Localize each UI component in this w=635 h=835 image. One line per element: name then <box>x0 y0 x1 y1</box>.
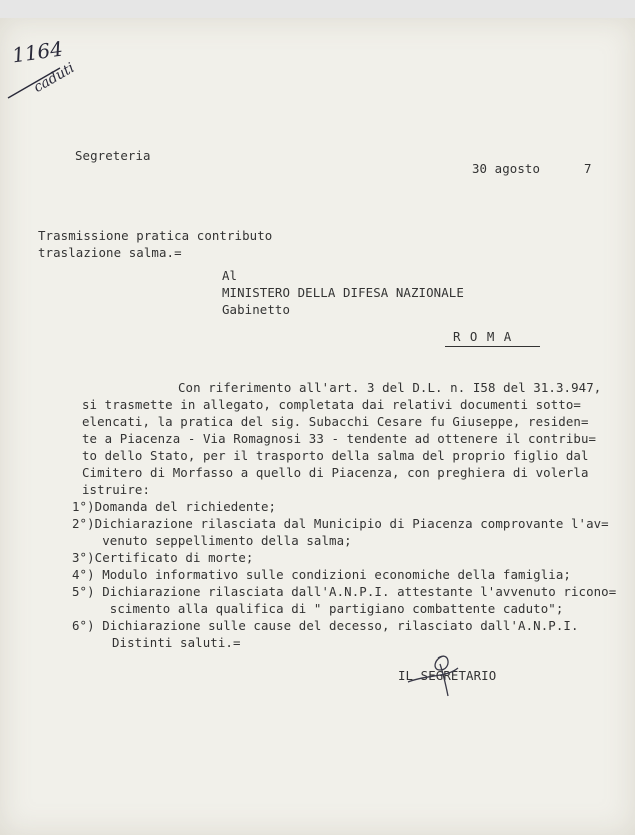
body-line: elencati, la pratica del sig. Subacchi Cesare fu Giuseppe, residen= <box>82 414 589 429</box>
signatory-title: IL SEGRETARIO <box>398 668 497 683</box>
subject-line-2: traslazione salma.= <box>38 245 182 260</box>
list-item: 1°)Domanda del richiedente; <box>72 499 277 514</box>
recipient-line-1: Al <box>222 268 238 283</box>
margin-note-word: caduti <box>30 60 78 96</box>
body-line: to dello Stato, per il trasporto della salma del proprio figlio dal <box>82 448 589 463</box>
subject-line-1: Trasmissione pratica contributo <box>38 228 273 243</box>
list-item: venuto seppellimento della salma; <box>72 533 352 548</box>
handwritten-signature <box>400 640 480 700</box>
margin-note-number: 1164 <box>10 36 65 68</box>
list-item: 4°) Modulo informativo sulle condizioni economiche della famiglia; <box>72 567 571 582</box>
body-line: Con riferimento all'art. 3 del D.L. n. I58 del 31.3.947, <box>178 380 602 395</box>
office-label: Segreteria <box>75 148 151 163</box>
body-line: si trasmette in allegato, completata dai relativi documenti sotto= <box>82 397 581 412</box>
list-item: 2°)Dichiarazione rilasciata dal Municipio di Piacenza comprovante l'av= <box>72 516 609 531</box>
body-line: te a Piacenza - Via Romagnosi 33 - tendente ad ottenere il contribu= <box>82 431 597 446</box>
letter-year: 7 <box>584 161 592 176</box>
city-underline <box>445 346 540 347</box>
recipient-line-2: MINISTERO DELLA DIFESA NAZIONALE <box>222 285 464 300</box>
margin-note-stroke <box>4 62 64 102</box>
closing: Distinti saluti.= <box>112 635 241 650</box>
list-item: 6°) Dichiarazione sulle cause del decesso, rilasciato dall'A.N.P.I. <box>72 618 579 633</box>
list-item: 3°)Certificato di morte; <box>72 550 254 565</box>
body-line: Cimitero di Morfasso a quello di Piacenza, con preghiera di volerla <box>82 465 589 480</box>
recipient-line-3: Gabinetto <box>222 302 291 317</box>
letter-date: 30 agosto <box>472 161 541 176</box>
scan-border <box>0 0 635 18</box>
recipient-city: R O M A <box>453 329 513 344</box>
body-line: istruire: <box>82 482 151 497</box>
list-item: 5°) Dichiarazione rilasciata dall'A.N.P.I. attestante l'avvenuto ricono= <box>72 584 617 599</box>
list-item: scimento alla qualifica di " partigiano combattente caduto"; <box>72 601 564 616</box>
